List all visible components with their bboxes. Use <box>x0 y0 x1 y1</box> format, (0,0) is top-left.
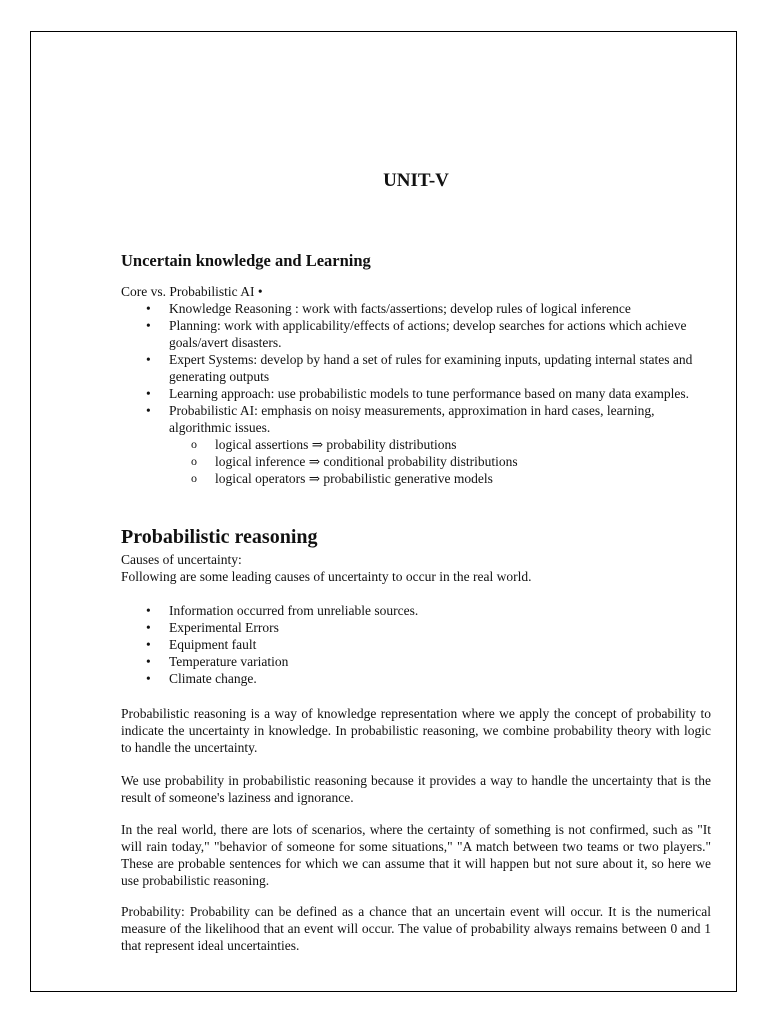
bullet-icon: • <box>146 301 151 316</box>
section1-sub-bullet-list <box>121 436 711 487</box>
circle-bullet-icon: o <box>191 454 197 468</box>
sub-list-item-text: logical operators ⇒ probabilistic generative models <box>215 471 493 486</box>
list-item <box>121 619 711 636</box>
intro-line: Core vs. Probabilistic AI • <box>121 284 263 299</box>
bullet-icon: • <box>146 403 151 418</box>
list-item <box>121 300 711 317</box>
section1-bullet-list <box>121 300 711 436</box>
bullet-icon: • <box>146 352 151 367</box>
list-item-text: Learning approach: use probabilistic models to tune performance based on many data examples. <box>169 386 689 401</box>
list-item-text: Information occurred from unreliable sources. <box>169 603 419 618</box>
sub-list-item <box>121 470 711 487</box>
bullet-icon: • <box>146 637 151 652</box>
list-item-text: Planning: work with applicability/effects of actions; develop searches for actions which achieve goals/avert disasters. <box>169 318 687 350</box>
circle-bullet-icon: o <box>191 437 197 451</box>
list-item <box>121 385 711 402</box>
list-item-text: Equipment fault <box>169 637 257 652</box>
sub-list-item <box>121 436 711 453</box>
sub-list-item-text: logical assertions ⇒ probability distributions <box>215 437 457 452</box>
sub-list-item-text: logical inference ⇒ conditional probability distributions <box>215 454 518 469</box>
list-item-text: Knowledge Reasoning : work with facts/assertions; develop rules of logical inference <box>169 301 631 316</box>
page-border <box>30 31 737 992</box>
list-item <box>121 317 711 351</box>
list-item-text: Climate change. <box>169 671 257 686</box>
list-item <box>121 402 711 436</box>
list-item <box>121 351 711 385</box>
section1-body <box>121 283 711 487</box>
circle-bullet-icon: o <box>191 471 197 485</box>
list-item <box>121 670 711 687</box>
section-heading-uncertain-knowledge: Uncertain knowledge and Learning <box>121 251 371 270</box>
bullet-icon: • <box>146 603 151 618</box>
list-item <box>121 602 711 619</box>
bullet-icon: • <box>146 386 151 401</box>
paragraph-why-probability: We use probability in probabilistic reasoning because it provides a way to handle the uncertainty that is the result of someone's laziness and ignorance. <box>121 773 711 805</box>
list-item <box>121 653 711 670</box>
unit-title: UNIT-V <box>383 170 449 191</box>
list-item-text: Expert Systems: develop by hand a set of rules for examining inputs, updating internal states and generating outputs <box>169 352 693 384</box>
section-heading-probabilistic-reasoning: Probabilistic reasoning <box>121 526 318 548</box>
causes-intro: Following are some leading causes of uncertainty to occur in the real world. <box>121 569 532 584</box>
causes-label: Causes of uncertainty: <box>121 552 242 567</box>
paragraph-definition: Probabilistic reasoning is a way of knowledge representation where we apply the concept of probability to indicate the uncertainty in knowledge. In probabilistic reasoning, we combine probability theory with logic to handle the uncertainty. <box>121 706 711 755</box>
list-item <box>121 636 711 653</box>
paragraph-real-world: In the real world, there are lots of scenarios, where the certainty of something is not confirmed, such as "It will rain today," "behavior of someone for some situations," "A match between two teams or two players." These are probable sentences for which we can assume that it will happen but not sure about it, so here we use probabilistic reasoning. <box>121 822 711 888</box>
bullet-icon: • <box>146 671 151 686</box>
list-item-text: Experimental Errors <box>169 620 279 635</box>
paragraph-probability: Probability: Probability can be defined as a chance that an uncertain event will occur. It is the numerical measure of the likelihood that an event will occur. The value of probability always remains between 0 and 1 that represent ideal uncertainties. <box>121 904 711 953</box>
list-item-text: Probabilistic AI: emphasis on noisy measurements, approximation in hard cases, learning, algorithmic issues. <box>169 403 655 435</box>
bullet-icon: • <box>146 620 151 635</box>
causes-bullet-list <box>121 602 711 687</box>
bullet-icon: • <box>146 654 151 669</box>
sub-list-item <box>121 453 711 470</box>
list-item-text: Temperature variation <box>169 654 289 669</box>
bullet-icon: • <box>146 318 151 333</box>
causes-section <box>121 551 711 687</box>
